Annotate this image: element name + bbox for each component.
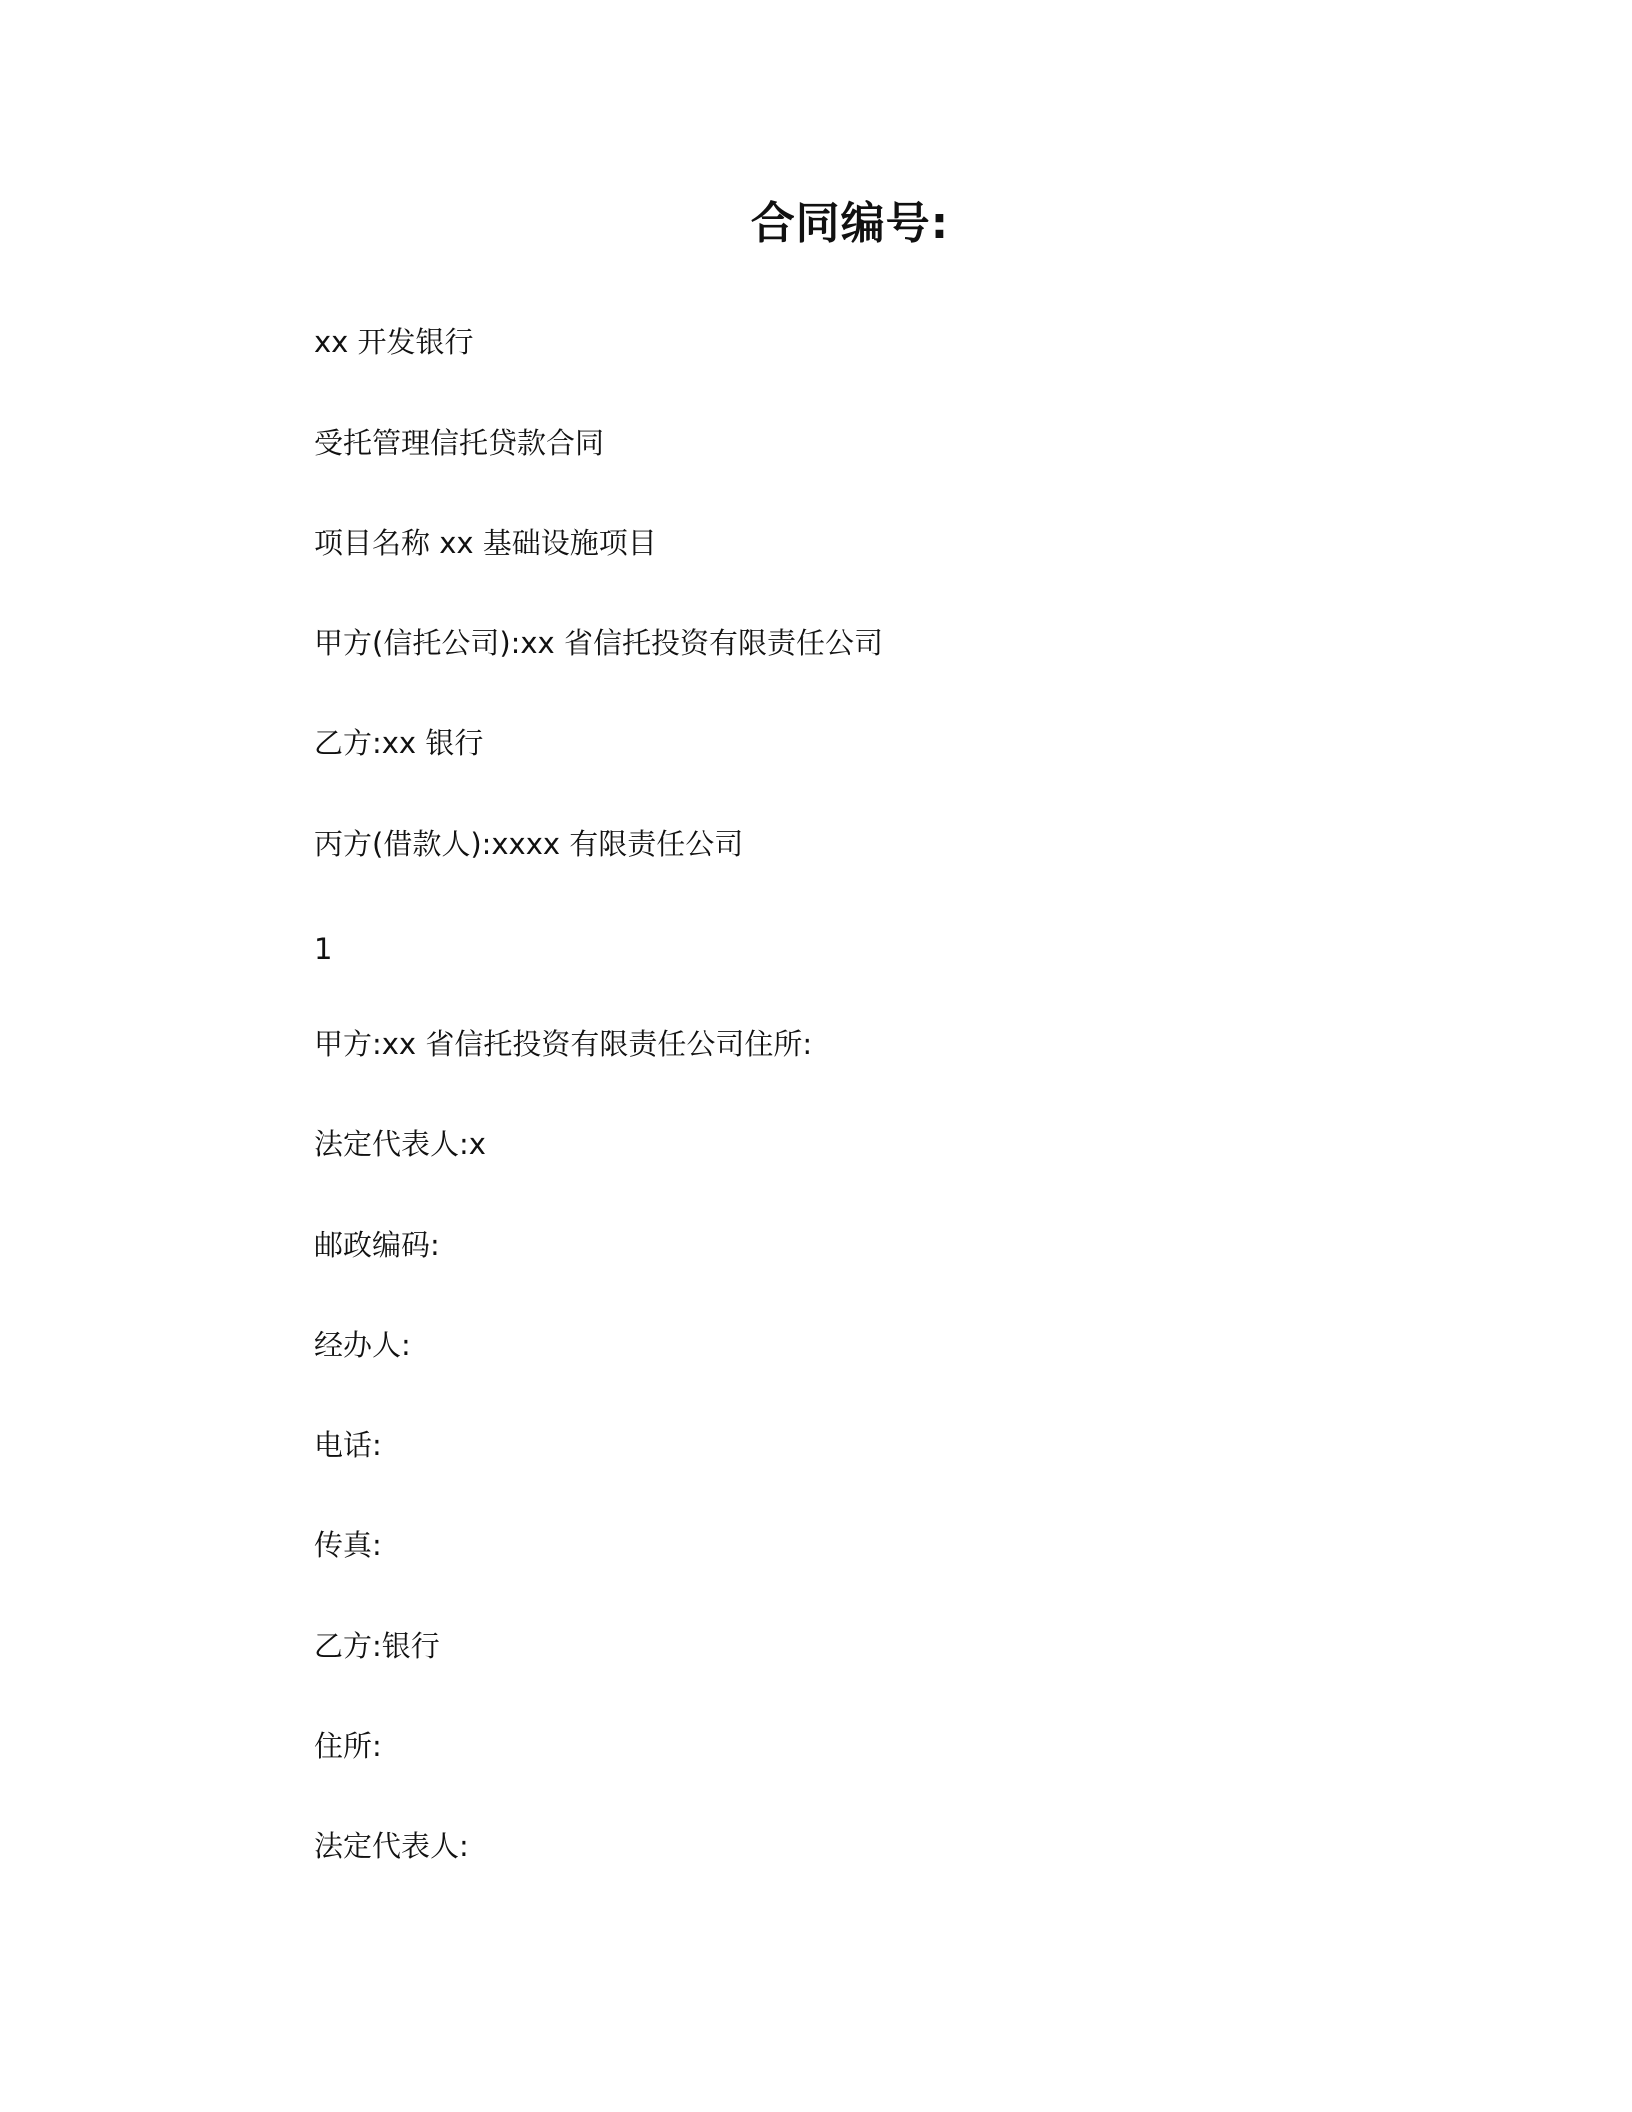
project-name-line: 项目名称 xx 基础设施项目 <box>314 526 657 560</box>
party-a-postcode-line: 邮政编码: <box>314 1228 440 1262</box>
party-b-legal-rep-line: 法定代表人: <box>314 1829 469 1863</box>
bank-name-line: xx 开发银行 <box>314 325 474 359</box>
party-b-bank-line: 乙方:银行 <box>314 1629 440 1663</box>
party-a-legal-rep-line: 法定代表人:x <box>314 1127 486 1161</box>
page-number: 1 <box>314 932 333 966</box>
party-c-line: 丙方(借款人):xxxx 有限责任公司 <box>314 827 744 861</box>
contract-name-line: 受托管理信托贷款合同 <box>314 426 605 460</box>
party-a-phone-line: 电话: <box>314 1428 382 1462</box>
party-b-line: 乙方:xx 银行 <box>314 726 484 760</box>
party-a-line: 甲方(信托公司):xx 省信托投资有限责任公司 <box>314 626 883 660</box>
party-a-fax-line: 传真: <box>314 1528 382 1562</box>
party-b-address-line: 住所: <box>314 1729 382 1763</box>
contract-number-title: 合同编号: <box>750 198 950 249</box>
party-a-agent-line: 经办人: <box>314 1328 411 1362</box>
party-a-address-line: 甲方:xx 省信托投资有限责任公司住所: <box>314 1027 813 1061</box>
